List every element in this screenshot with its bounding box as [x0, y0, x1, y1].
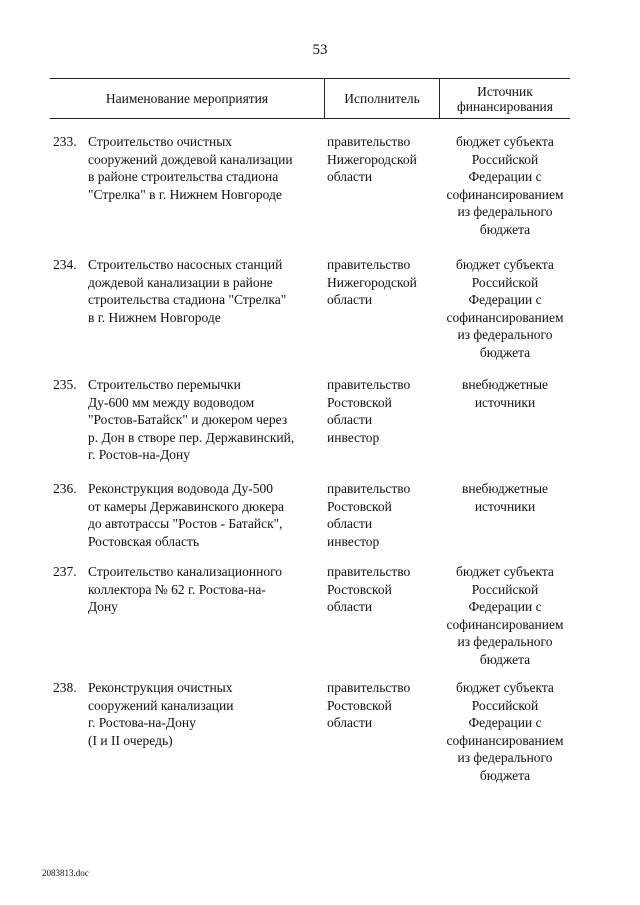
row-number: 233. [53, 134, 77, 149]
row-executor: правительство Ростовской области инвестор [327, 481, 411, 549]
page-number: 53 [312, 42, 328, 58]
row-executor: правительство Ростовской области инвестор [327, 377, 411, 445]
document-filename: 2083813.doc [42, 868, 89, 878]
row-executor: правительство Нижегородской области [327, 134, 417, 184]
row-name: Реконструкция очистных сооружений канализации г. Ростова-на-Дону (I и II очередь) [88, 680, 234, 748]
row-source: бюджет субъекта Российской Федерации с софинансированием из федерального бюджета [446, 134, 564, 237]
row-number: 237. [53, 564, 77, 579]
row-number: 235. [53, 377, 77, 392]
row-number: 238. [53, 680, 77, 695]
table-header-rule [50, 118, 570, 119]
row-executor: правительство Ростовской области [327, 680, 411, 730]
row-number: 236. [53, 481, 77, 496]
row-source: бюджет субъекта Российской Федерации с софинансированием из федерального бюджета [446, 257, 564, 360]
row-name: Строительство очистных сооружений дождевой канализации в районе строительства стадиона "Стрелка" в г. Нижнем Новгороде [88, 134, 293, 202]
row-executor: правительство Ростовской области [327, 564, 411, 614]
row-source: внебюджетные источники [461, 377, 549, 410]
header-name: Наименование мероприятия [105, 91, 269, 106]
row-source: бюджет субъекта Российской Федерации с софинансированием из федерального бюджета [446, 564, 564, 667]
row-source: бюджет субъекта Российской Федерации с софинансированием из федерального бюджета [446, 680, 564, 783]
header-source: Источник финансирования [457, 83, 553, 114]
row-name: Реконструкция водовода Ду-500 от камеры Державинского дюкера до автотрассы "Ростов - Батайск", Ростовская область [88, 481, 285, 549]
row-source: внебюджетные источники [461, 481, 549, 514]
row-name: Строительство перемычки Ду-600 мм между водоводом "Ростов-Батайск" и дюкером через р. Дон в створе пер. Державинский, г. Ростов-на-Дону [88, 377, 295, 462]
row-executor: правительство Нижегородской области [327, 257, 417, 307]
row-number: 234. [53, 257, 77, 272]
row-name: Строительство канализационного коллектора № 62 г. Ростова-на- Дону [88, 564, 283, 614]
header-executor: Исполнитель [344, 91, 420, 106]
row-name: Строительство насосных станций дождевой канализации в районе строительства стадиона "Стрелка" в г. Нижнем Новгороде [88, 257, 287, 325]
